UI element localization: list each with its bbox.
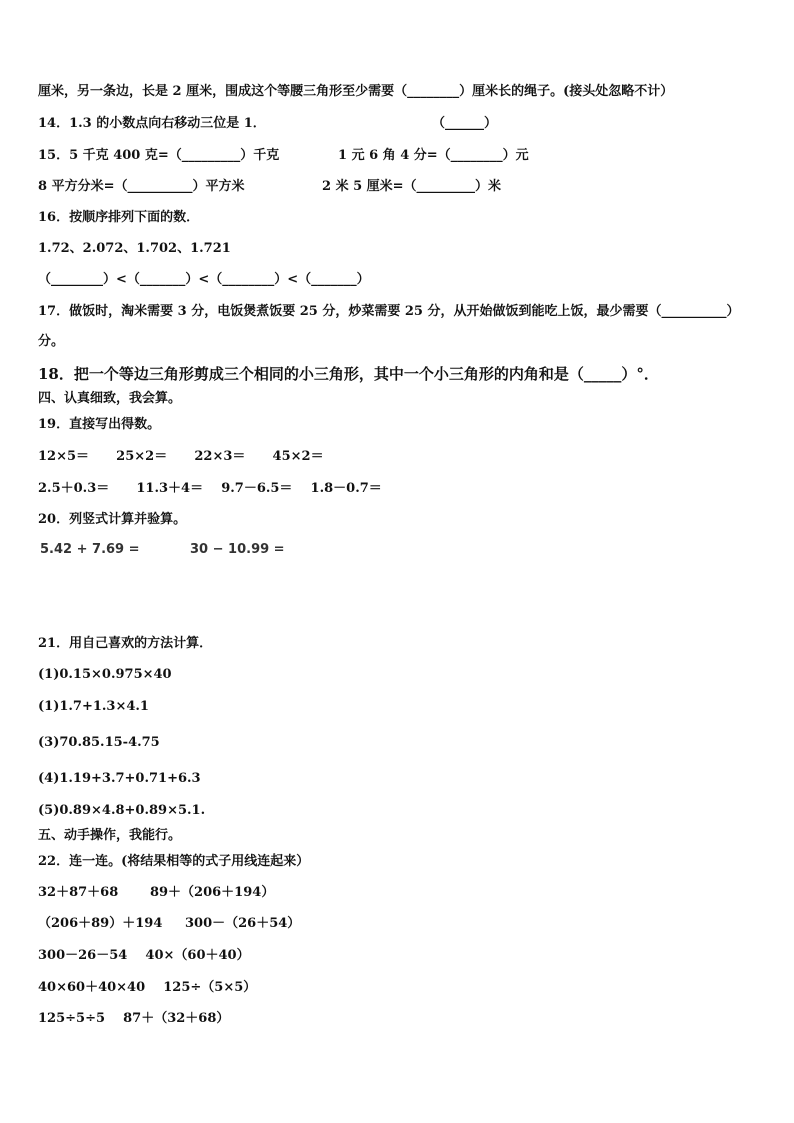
vertical-calc-item: 30 − 10.99 = — [190, 542, 285, 557]
calc-row: 12×5＝ 25×2＝ 22×3＝ 45×2＝ — [38, 449, 324, 464]
match-row: 125÷5÷5 87＋（32＋68） — [38, 1011, 230, 1026]
match-row: 32＋87＋68 89＋（206＋194） — [38, 885, 275, 900]
question-21: 21．用自己喜欢的方法计算． — [38, 636, 213, 651]
calc-item: (1)1.7+1.3×4.1 — [38, 699, 149, 714]
match-row: 40×60＋40×40 125÷（5×5） — [38, 980, 257, 995]
question-14: 14．1.3 的小数点向右移动三位是 1． — [38, 116, 266, 131]
question-17: 17．做饭时，淘米需要 3 分，电饭煲煮饭要 25 分，炒菜需要 25 分，从开始做饭到能吃上饭，最少需要（__________） — [38, 304, 740, 319]
calc-item: (5)0.89×4.8+0.89×5.1. — [38, 803, 206, 818]
match-row: 300－26－54 40×（60＋40） — [38, 948, 250, 963]
answer-blank[interactable]: （______） — [432, 116, 498, 131]
question-19: 19．直接写出得数。 — [38, 417, 161, 432]
vertical-calc-item: 5.42 + 7.69 = — [40, 542, 140, 557]
answer-blanks[interactable]: （________）<（_______）<（________）<（_______） — [38, 272, 370, 287]
section-heading: 五、动手操作，我能行。 — [38, 828, 182, 843]
question-15-part: 8 平方分米=（__________）平方米 — [38, 179, 245, 194]
calc-item: (3)70.85.15-4.75 — [38, 735, 160, 750]
question-22: 22．连一连。(将结果相等的式子用线连起来） — [38, 854, 310, 869]
section-heading: 四、认真细致，我会算。 — [38, 391, 182, 406]
question-15-part: 2 米 5 厘米=（_________）米 — [322, 179, 502, 194]
question-15: 15．5 千克 400 克=（_________）千克 — [38, 148, 280, 163]
number-list: 1.72、2.072、1.702、1.721 — [38, 241, 231, 256]
calc-row: 2.5＋0.3＝ 11.3＋4＝ 9.7－6.5＝ 1.8－0.7＝ — [38, 481, 382, 496]
question-17-unit: 分。 — [38, 334, 65, 349]
calc-item: (4)1.19+3.7+0.71+6.3 — [38, 771, 201, 786]
question-18: 18．把一个等边三角形剪成三个相同的小三角形，其中一个小三角形的内角和是（_____）°． — [38, 365, 659, 383]
text-line: 厘米，另一条边，长是 2 厘米，围成这个等腰三角形至少需要（________）厘米长的绳子。(接头处忽略不计） — [38, 84, 674, 99]
calc-item: (1)0.15×0.975×40 — [38, 667, 172, 682]
match-row: （206＋89）＋194 300－（26＋54） — [38, 916, 301, 931]
question-15-part: 1 元 6 角 4 分=（________）元 — [338, 148, 529, 163]
question-20: 20．列竖式计算并验算。 — [38, 512, 187, 527]
question-16: 16．按顺序排列下面的数． — [38, 210, 200, 225]
